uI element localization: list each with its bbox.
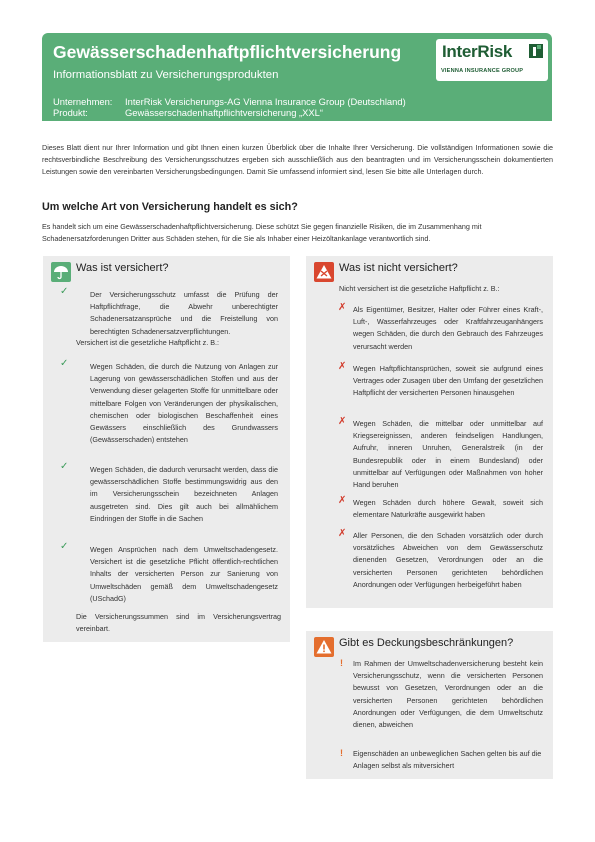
insured-title: Was ist versichert? xyxy=(76,262,169,274)
warning-icon xyxy=(314,262,334,282)
company-value: InterRisk Versicherungs-AG Vienna Insurance Group (Deutschland) xyxy=(125,96,406,107)
not-insured-subheading: Nicht versichert ist die gesetzliche Haftpflicht z. B.: xyxy=(339,284,500,293)
restrictions-title: Gibt es Deckungsbeschränkungen? xyxy=(339,637,514,649)
company-label: Unternehmen: xyxy=(53,96,113,107)
not-insured-title: Was ist nicht versichert? xyxy=(339,262,458,274)
cross-icon: ✗ xyxy=(338,495,347,506)
not-insured-item: Wegen Haftpflichtansprüchen, soweit sie aufgrund eines Vertrages oder Zusagen über den Umfang der gesetzlichen Haftpflicht der versicherten Personen hinausgehen xyxy=(353,364,543,398)
product-row xyxy=(53,107,323,118)
cross-icon: ✗ xyxy=(338,416,347,427)
insured-box xyxy=(43,256,290,642)
company-row xyxy=(53,96,406,107)
cross-icon: ✗ xyxy=(338,361,347,372)
exclamation-icon: ! xyxy=(340,658,343,668)
insured-item: Wegen Schäden, die dadurch verursacht werden, dass die gewässerschädlichen Stoffe bestimmungswidrig aus den im Versicherungsschein bezeichneten Anlagen ausgetreten sind. Dies gilt auch bei allmählichem Eindringen der Stoffe in die Sachen xyxy=(90,465,278,523)
cross-icon: ✗ xyxy=(338,528,347,539)
insured-intro-item: Der Versicherungsschutz umfasst die Prüfung der Haftpflichtfrage, die Abwehr unberechtigter Schadenersatzansprüche und die Freistellung von berechtigten Schadenersatzverpflichtungen. xyxy=(90,290,278,336)
restriction-item: Im Rahmen der Umweltschadenversicherung besteht kein Versicherungsschutz, wenn die versicherten Personen bewusst von Gesetzen, Verordnungen oder an die versicherten Personen gerichteten behördlichen Anordnungen oder Verfügungen, die dem Umweltschutz dienen, abweichen xyxy=(353,659,543,730)
check-icon: ✓ xyxy=(60,541,69,552)
not-insured-item: Wegen Schäden durch höhere Gewalt, soweit sich elementare Naturkräfte ausgewirkt haben xyxy=(353,498,543,520)
insured-subheading: Versichert ist die gesetzliche Haftpflicht z. B.: xyxy=(76,338,220,347)
logo-name: InterRisk xyxy=(442,42,513,61)
product-value: Gewässerschadenhaftpflichtversicherung „XXL“ xyxy=(125,107,324,118)
section-text: Es handelt sich um eine Gewässerschadenhaftpflichtversicherung. Diese schützt Sie gegen finanzielle Risiken, die im Zusammenhang mit Schadenersatzforderungen Dritter aus Schäden stehen, für die Sie als Inhaber einer Heizöltankanlage verantwortlich sind. xyxy=(42,222,482,244)
not-insured-item: Als Eigentümer, Besitzer, Halter oder Führer eines Kraft-, Luft-, Wasserfahrzeuges oder Kraftfahrzeuganhängers wegen Schäden, die durch den Gebrauch des Fahrzeuges verursacht werden xyxy=(353,305,543,351)
document-subtitle: Informationsblatt zu Versicherungsprodukten xyxy=(53,69,279,81)
insured-item: Wegen Ansprüchen nach dem Umweltschadengesetz. Versichert ist die gesetzliche Pflicht öffentlich-rechtlichen Inhalts der versicherten Person zur Sanierung von Umweltschäden gemäß dem Umweltschadengesetz (USchadG) xyxy=(90,545,278,603)
restrictions-box xyxy=(306,631,553,779)
intro-paragraph: Dieses Blatt dient nur Ihrer Information und gibt Ihnen einen kurzen Überblick über die Inhalte Ihrer Versicherung. Die vollständigen Informationen sowie die rechtsverbindliche Beschreibung des Versicherungsschutzes ergeben sich ausschließlich aus den beantragten und im Versicherungsschein dokumentierten Leistungen sowie den vereinbarten Versicherungsbedingungen. Damit Sie umfassend informiert sind, lesen Sie bitte alle Unterlagen durch. xyxy=(42,143,553,177)
insured-footer: Die Versicherungssummen sind im Versicherungsvertrag vereinbart. xyxy=(76,612,281,634)
cross-icon: ✗ xyxy=(338,302,347,313)
exclamation-icon: ! xyxy=(340,748,343,758)
restriction-item: Eigenschäden an unbeweglichen Sachen gelten bis auf die Anlagen selbst als mitversichert xyxy=(353,749,542,771)
company-logo xyxy=(436,39,548,81)
not-insured-item: Wegen Schäden, die mittelbar oder unmittelbar auf Kriegsereignissen, anderen feindseligen Handlungen, Aufruhr, inneren Unruhen, Generalstreik (in der Bundesrepublik oder in einem Bundesland) oder unmittelbar auf Verfügungen oder Maßnahmen von hoher Hand beruhen xyxy=(353,419,543,490)
check-icon: ✓ xyxy=(60,461,69,472)
product-label: Produkt: xyxy=(53,107,88,118)
check-icon: ✓ xyxy=(60,358,69,369)
alert-icon xyxy=(314,637,334,657)
umbrella-icon xyxy=(51,262,71,282)
not-insured-box xyxy=(306,256,553,608)
logo-tagline: VIENNA INSURANCE GROUP xyxy=(441,68,524,74)
insured-item: Wegen Schäden, die durch die Nutzung von Anlagen zur Lagerung von gewässerschädlichen Stoffen und aus der Verwendung dieser gelagerten Stoffe für unmittelbare oder mittelbare Folgen von Veränderungen der physikalischen, chemischen oder biologischen Beschaffenheit eines Gewässers einschließlich des Grundwassers (Gewässerschaden) entstehen xyxy=(90,362,278,445)
section-heading: Um welche Art von Versicherung handelt es sich? xyxy=(42,201,298,213)
check-icon: ✓ xyxy=(60,286,69,297)
logo-mark-icon xyxy=(529,44,543,58)
not-insured-item: Aller Personen, die den Schaden vorsätzlich oder durch vorsätzliches Abweichen von dem Gewässerschutz dienenden Gesetzen, Verordnungen oder an die versicherten Personen gerichteten behördlichen Anordnungen oder Verfügungen herbeigeführt haben xyxy=(353,531,543,589)
header-banner xyxy=(42,33,552,121)
document-title: Gewässerschadenhaftpflichtversicherung xyxy=(53,42,402,62)
